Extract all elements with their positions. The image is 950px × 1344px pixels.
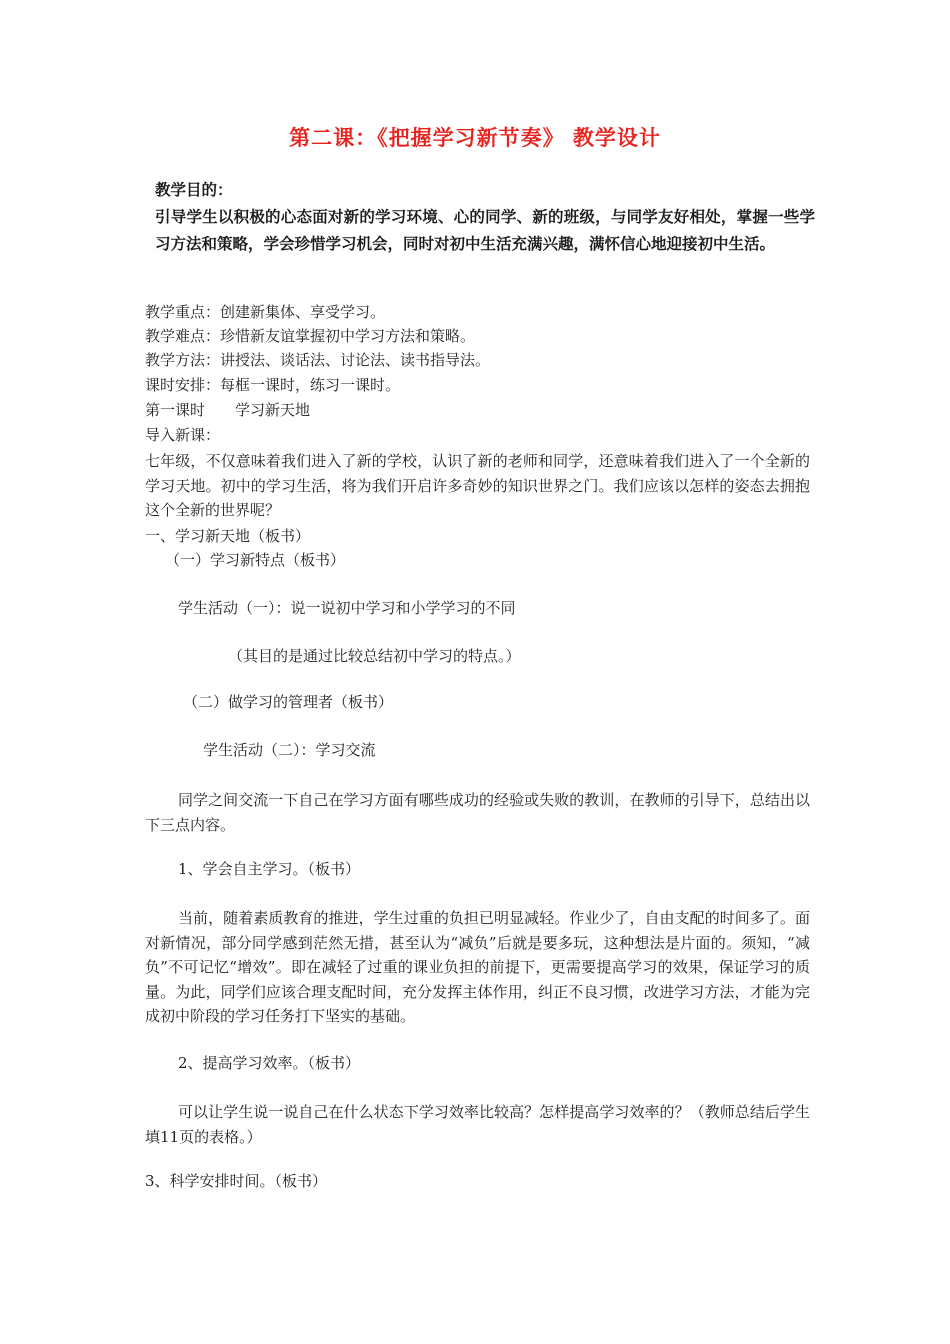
student-activity-two: 学生活动（二）：学习交流: [203, 741, 376, 759]
intro-paragraph: 七年级，不仅意味着我们进入了新的学校，认识了新的老师和同学，还意味着我们进入了一个全新的学习天地。初中的学习生活，将为我们开启许多奇妙的知识世界之门。我们应该以怎样的姿态去拥抱这个全新的世界呢？: [145, 452, 810, 519]
student-activity-one: 学生活动（一）：说一说初中学习和小学学习的不同: [178, 599, 516, 617]
section-one-heading: 一、学习新天地（板书）: [145, 527, 311, 545]
point-two-paragraph: 可以让学生说一说自己在什么状态下学习效率比较高？怎样提高学习效率的？（教师总结后学生填11页的表格。）: [145, 1103, 810, 1146]
lesson-one-heading: 第一课时 学习新天地: [145, 401, 311, 419]
teaching-focus: 教学重点：创建新集体、享受学习。: [145, 303, 386, 321]
point-two-heading: 2、提高学习效率。（板书）: [178, 1054, 361, 1072]
document-title: 第二课：《把握学习新节奏》 教学设计: [289, 126, 661, 150]
point-one-heading: 1、学会自主学习。（板书）: [178, 860, 361, 878]
exchange-paragraph: 同学之间交流一下自己在学习方面有哪些成功的经验或失败的教训，在教师的引导下，总结出以下三点内容。: [145, 791, 810, 834]
subsection-two-heading: （二）做学习的管理者（板书）: [183, 693, 394, 711]
goal-label: 教学目的：: [155, 181, 233, 199]
intro-label: 导入新课：: [145, 426, 221, 444]
teaching-methods: 教学方法：讲授法、谈话法、讨论法、读书指导法。: [145, 351, 491, 369]
goal-text: 引导学生以积极的心态面对新的学习环境、心的同学、新的班级，与同学友好相处，掌握一些学习方法和策略，学会珍惜学习机会，同时对初中生活充满兴趣，满怀信心地迎接初中生活。: [155, 208, 815, 253]
teaching-difficulty: 教学难点：珍惜新友谊掌握初中学习方法和策略。: [145, 327, 476, 345]
class-schedule: 课时安排：每框一课时，练习一课时。: [145, 376, 401, 394]
point-three-heading: 3、科学安排时间。（板书）: [145, 1172, 328, 1190]
point-one-paragraph: 当前，随着素质教育的推进，学生过重的负担已明显减轻。作业少了，自由支配的时间多了。面对新情况，部分同学感到茫然无措，甚至认为“减负”后就是要多玩，这种想法是片面的。须知，“减负”不可记忆“增效”。即在减轻了过重的课业负担的前提下，更需要提高学习的效果，保证学习的质量。为此，同学们应该合理支配时间，充分发挥主体作用，纠正不良习惯，改进学习方法，才能为完成初中阶段的学习任务打下坚实的基础。: [145, 909, 810, 1025]
subsection-one-heading: （一）学习新特点（板书）: [165, 551, 346, 569]
activity-one-note: （其目的是通过比较总结初中学习的特点。）: [228, 647, 521, 665]
